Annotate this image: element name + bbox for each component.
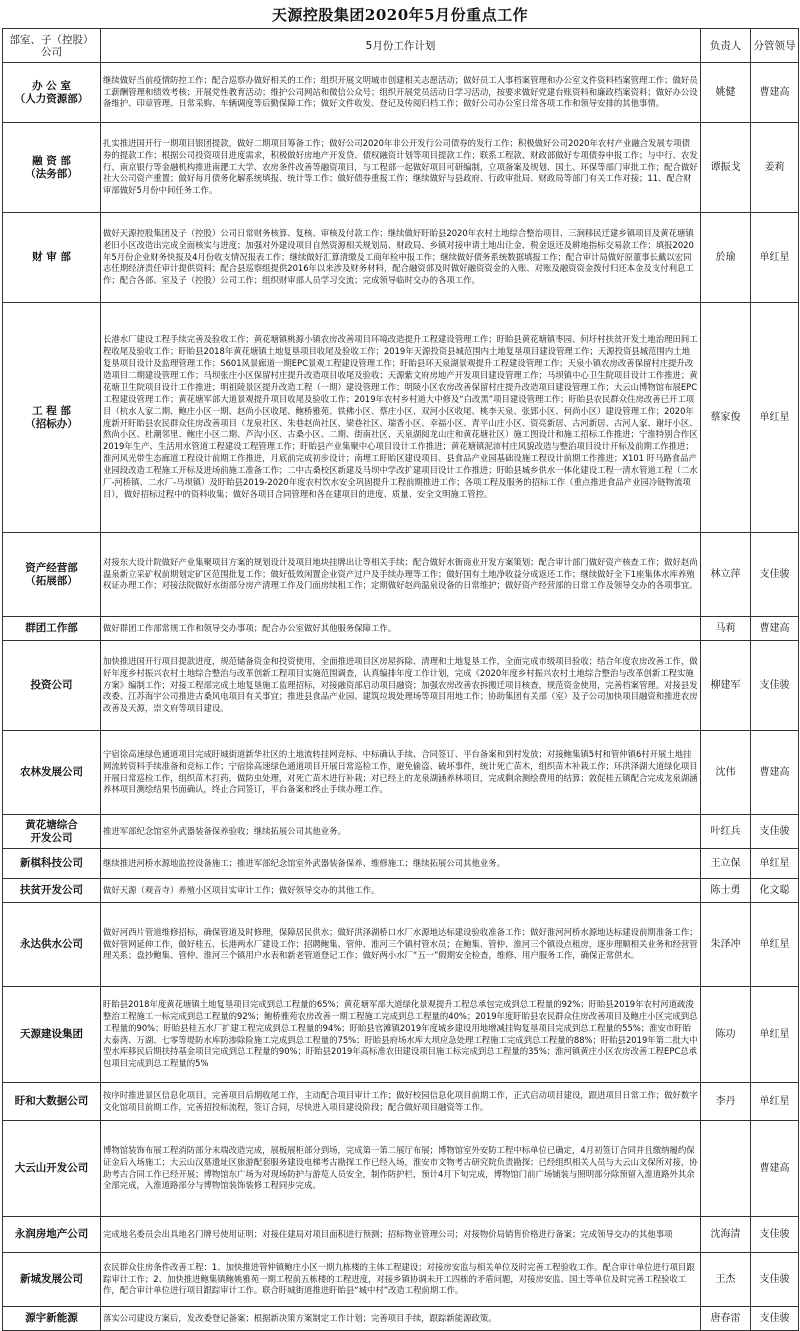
work-plan-table: [2, 28, 799, 1331]
dept-cell: [3, 849, 101, 879]
plan-cell: 宁宿徐高速绿色通道项目完成盱城街道新华社区的土地流转挂网竞标、中标确认手续、合同签订、平台备案和到村发放；对接鲍集镇5村和管仲镇6村开展土地挂网流转资料手续准备和竞标工作；宁宿徐高速绿色通道项目开展日常巡检工作，避免偷盗、破坏事件，统计死亡苗木，组织苗木补栽工作；环洪泽湖大道绿化项目开展日常巡检工作，组织苗木打药，做防虫处理，对死亡苗木进行补栽；对已经上的龙泉湖涵养林项目，完成剩余测绘费用的结算；敦促桂五镇配合完成龙泉湖涵养林项目测绘结果书面确认，终止合同签订，平台备案和终止手续办理工作。: [101, 731, 701, 815]
header-plan: 5月份工作计划: [101, 29, 701, 63]
dept-name: （人力资源部）: [14, 92, 89, 105]
table-row: [3, 1083, 799, 1121]
dept-cell: [3, 617, 101, 641]
leader-cell: 单红星: [751, 213, 799, 303]
dept-name: 天源建设集团: [20, 1028, 83, 1041]
plan-cell: 农民群众住房条件改善工程：1、加快推进管仲镇鲍庄小区一期九栋楼的主体工程建设；对接房安监与相关单位及时完善工程验收工作。配合审计单位进行项目跟踪审计工作；2、加快推进鲍集镇鲍姚雅苑一期工程前五栋楼的工程进度，对接乡镇协调未开工四栋的矛盾问题，对接房安监、国土等单位及时完善工程验收工作，配合审计单位进行项目跟踪审计工作。联合盱城街道推进盱眙县“城中村”改造工程前期工作。: [101, 1253, 701, 1307]
header-dept-line1: 部室、子（控股）: [9, 33, 94, 46]
table-row: [3, 641, 799, 731]
table-row: [3, 1121, 799, 1217]
dept-cell: [3, 1217, 101, 1253]
dept-cell: [3, 1307, 101, 1331]
dept-cell: [3, 533, 101, 617]
person-cell: 沈伟: [701, 731, 751, 815]
document-title: 天源控股集团2020年5月份重点工作: [271, 6, 529, 24]
leader-cell: 曹建高: [751, 63, 799, 123]
dept-name: 永达供水公司: [20, 938, 83, 951]
dept-cell: [3, 641, 101, 731]
dept-cell: [3, 123, 101, 213]
person-cell: 叶红兵: [701, 815, 751, 849]
dept-cell: [3, 1083, 101, 1121]
leader-cell: 曹建高: [751, 731, 799, 815]
dept-name: 盱和大数据公司: [14, 1095, 89, 1108]
dept-cell: [3, 815, 101, 849]
table-row: [3, 533, 799, 617]
plan-cell: 扎实推进国开行一期项目银团提款，做好二期项目筹备工作；做好公司2020年非公开发行公司债券的发行工作；积极做好公司2020年农村产业融合发展专项债券的提款工作；根据公司投资项目进度需求，积极做好房地产开发贷、债权融资计划等项目提款工作；联系工程款、财政部做好专项债券申报工作；与中行、农发行、南京银行等金融机构推进南淝工大学、农房条件改善等融资项目，与工程部一起做好项目可研编制，立项备案及规划、国土、环保等部门审批工作；配合做好社大公司资产重置；做好每月债务化解系统填报、统计等工作；做好债券重报工作；继续做好与县政府、行政审批局、财政局等部门有关工作对接；11、配合财审部做好5月份中间任务工作。: [101, 123, 701, 213]
plan-cell: 完成地名委员会出具地名门牌号使用证明；对接住建局对项目面积进行预测；招标物业管理公司；对接物价局销售价格进行备案；完成领导交办的其他事项: [101, 1217, 701, 1253]
dept-name: 开发公司: [30, 831, 73, 844]
table-row: [3, 213, 799, 303]
leader-cell: 姜莉: [751, 123, 799, 213]
leader-cell: 曹建高: [751, 617, 799, 641]
dept-name: 黄花塘综合: [25, 819, 78, 831]
dept-cell: [3, 213, 101, 303]
dept-name: 投资公司: [30, 679, 73, 692]
person-cell: 谭振戈: [701, 123, 751, 213]
person-cell: 李丹: [701, 1083, 751, 1121]
plan-cell: 做好天源控股集团及子（控股）公司日常财务核算、复核、审核及付款工作；继续做好盱眙县2020年农村土地综合整治项目、三涧移民迁建乡镇项目及黄花塘镇老旧小区改造出完成全面核实与进度；加强对外建设项目自然资源相关规划局、财政局、乡镇对接申请土地出让金、税金返还及耕地指标交易款工作；填报2020年5月份企业财务快报及4月份收支情况报表工作；继续做好汇算清缴及工商年检申报工作；继续做好债务系统数据填报工作；配合审计局做好原董事长戴以宏同志任期经济责任审计提供资料；配合县巡察组提供2016年以来涉及财务材料，配合融资部及时做好融资资金的入账、对账及融资资金拨付归还本金及支付利息工作；配合各部、室及子（控股）公司工作；组织财审部人员学习交流；完成领导临时交办的各项工作。: [101, 213, 701, 303]
person-cell: [701, 1121, 751, 1217]
leader-cell: 单红星: [751, 1083, 799, 1121]
table-row: [3, 123, 799, 213]
dept-name: 群团工作部: [25, 622, 78, 635]
table-row: [3, 731, 799, 815]
plan-cell: 做好河西片管道维修招标，确保管道及时修理，保障居民供水；做好洪泽湖桥口水厂水源地达标建设验收准备工作；做好淮河河桥水源地达标建设前期准备工作；做好管网延伸工作，做好桂五、长港两水厂建设工作；招聘鲍集、管仲、淮河三个镇村管水员；在鲍集、管仲、淮河三个镇设点租房，逐步理顺相关业务和经营管理关系；盘抄鲍集、管仲、淮河三个镇用户水表和新老管道登记工作；做好两小水厂“五一”假期安全检查，维修、用户服务工作，确保正常供水。: [101, 903, 701, 987]
dept-cell: [3, 731, 101, 815]
dept-name: 大云山开发公司: [14, 1162, 89, 1175]
table-row: [3, 63, 799, 123]
header-dept: [3, 29, 101, 63]
leader-cell: 化文聪: [751, 879, 799, 903]
person-cell: 於瑜: [701, 213, 751, 303]
plan-cell: 加快推进国开行项目提款进度，规范储备资金和投资使用，全面推进项目区房屋拆除、清理和土地复垦工作，全面完成市级项目验收；结合年度农房改善工作，做好年度乡村振兴农村土地综合整治与改革创新工程项目实施范围调查，认真编排年度工作计划，完成《2020年度乡村振兴农村土地综合整治与改革创新工程实施方案》编制工作；对接工程部完成土地复垦施工监理招标，对接融资部启动项目融资；加强农房改善农拆搬迁项目核查，规范资金使用，完善档案管理。对接县发改委、江苏海宇公司推进古桑风电项目有关事宜；推进县食品产业园、建筑垃圾处理场等项目用地工作；协助集团有关部（室）及子公司加快项目融资和推进农房改善及天源，崇文府等项目建设。: [101, 641, 701, 731]
plan-cell: 推进军部纪念馆室外武器装备保养验收；继续拓展公司其他业务。: [101, 815, 701, 849]
leader-cell: 曹建高: [751, 1121, 799, 1217]
person-cell: 陈士勇: [701, 879, 751, 903]
person-cell: 姚健: [701, 63, 751, 123]
plan-cell: 对接东大设计院做好产业集聚项目方案的规划设计及项目地块挂牌出让等相关手续；配合做好水衙商业开发方案策划；配合审计部门做好资产核查工作；做好赵尚温泉新立采矿权前期划定矿区范围批复工作；做好低效闲置企业资产过户及手续办理等工作；做好国有土地净收益分成返还工作；继续做好全下1座集体水库养殖权证办理工作；对接法院做好水街部分房产清理工作及门面房续租工作；定期做好赵尚温泉设备的日常维护；做好资产经营部的日常工作及领导交办的各项事宜。: [101, 533, 701, 617]
dept-name: 新棋科技公司: [20, 857, 83, 870]
table-row: [3, 1253, 799, 1307]
person-cell: 林立萍: [701, 533, 751, 617]
leader-cell: 单红星: [751, 987, 799, 1083]
dept-name: 工 程 部: [32, 405, 71, 417]
plan-cell: 继续做好当前疫情防控工作；配合巡察办做好相关的工作；组织开展文明城市创建相关志愿活动；做好员工人事档案管理和办公室文件资料档案管理工作；做好员工薪酬管理和绩效考核；开展党性教育活动；维护公司网站和微信公众号；组织开展党员活动日学习活动，按要求做好党建台账资料和廉政档案资料；做好办公设备维护、印章管理、日常采购、车辆调度等后勤保障工作；做好文件收发、登记及传阅归档工作；做好公司办公室日常各项工作和领导安排的其他事情。: [101, 63, 701, 123]
leader-cell: 单红星: [751, 849, 799, 879]
dept-cell: [3, 879, 101, 903]
dept-name: （拓展部）: [25, 574, 78, 587]
leader-cell: 支佳骏: [751, 641, 799, 731]
leader-cell: 支佳骏: [751, 1307, 799, 1331]
plan-cell: 长港水厂建设工程手续完善及验收工作；黄花塘镇桃源小镇农房改善项目环境改造提升工程建设管理工作；盱眙县黄花塘镇枣园、何圩村扶贫开发土地治理田间工程收尾及验收工作；盱眙县2018年黄花塘镇土地复垦项目收尾及验收工作；2019年天源投资县城范围内土地复垦项目建设管理工作；天源投资县城范围内土地复垦项目设计及监理管理工作；S601风景廊道一期EPC景观工程建设管理工作；盱眙县环天泉湖景观提升工程建设管理工作；天泉小镇农房改善保留村庄提升改造项目二期建设管理工作；马坝张庄小区保留村庄提升改造项目收尾及验收；天源紫文府房地产开发项目建设管理工作；马坝镇中心卫生院项目设计工作推进；黄花塘卫生院项目设计工作推进；明祖陵景区提升改造工程（一期）建设管理工作；明陵小区农房改善保留村庄提升改造项目建设管理工作；大云山博物馆布展EPC工程建设管理工作；黄花塘军部大道景观提升项目收尾及验收工作；2019年农村乡村道大中修及“白改黑”项目建设管理工作；盱眙县农民群众住房改善已开工项目（杭水人家二期、鲍庄小区一期、赵尚小区收尾、鲍桥雅苑、铁佛小区、蔡庄小区、双河小区收尾、桃李天泉、张郢小区、何尚小区）建设管理工作；2020年度新开盱眙县农民群众住房改善项目（龙泉社区、朱巷赵尚社区、梁巷社区、瑞香小区、幸福小区、青平山庄小区、资亮新居、古河新居、古河人家、谢圩小区、熬尚小区、杜潮邻里、鲍庄小区二期、芦沟小区、古桑小区、二期、街南社区、天泉湖阅龙山庄和黄花塘社区）施工图设计和施工招标工作推进；宁淮特别合作区2019年生产、生活用水管道工程建设工程管理工作；盱眙县产业集聚中心项目设计工作推进；黄花塘镇泥沛村庄风貌改造与整治项目设计开标及前期工作推进；淮河风光带生态廊道工程设计前期工作推进，月底前完成初步设计；南埋工盱眙区建设项目、县食品产业园基础设施工程设计前期工作推进；X101 盱马路食品产业园段改造工程施工开标及进场前施工准备工作；二中古桑校区新建及马坝中学改扩建项目设计工作推进；盱眙县城乡供水一体化建设工程一清水管道工程（二水厂-河桥镇、二水厂-马坝镇）及盱眙县2019-2020年度农村饮水安全巩固提升工程前期推进工作；各项工程及服务的招标工作（重点推进食品产业园冷链物流项目），做好招标过程中的资料收集；做好各项目合同管理和各在建项目的进度、质量、安全文明施工管控。: [101, 303, 701, 533]
table-row: [3, 617, 799, 641]
person-cell: 沈海清: [701, 1217, 751, 1253]
person-cell: 马莉: [701, 617, 751, 641]
dept-name: 新城发展公司: [20, 1273, 83, 1286]
plan-cell: 做好群团工作部常规工作和领导交办事项；配合办公室做好其他服务保障工作。: [101, 617, 701, 641]
dept-cell: [3, 1121, 101, 1217]
leader-cell: 单红星: [751, 903, 799, 987]
header-leader: 分管领导: [751, 29, 799, 63]
person-cell: 王杰: [701, 1253, 751, 1307]
dept-name: 扶贫开发公司: [20, 884, 83, 897]
dept-name: 农林发展公司: [20, 766, 83, 779]
header-person: 负责人: [701, 29, 751, 63]
dept-name: （法务部）: [25, 167, 78, 180]
plan-cell: 做好天源（观音寺）养殖小区项目实审计工作；做好领导交办的其他工作。: [101, 879, 701, 903]
table-row: [3, 815, 799, 849]
table-row: [3, 1307, 799, 1331]
table-row: [3, 303, 799, 533]
dept-cell: [3, 63, 101, 123]
dept-name: 永润房地产公司: [14, 1228, 89, 1241]
dept-name: 财 审 部: [32, 251, 71, 264]
dept-name: 融 资 部: [32, 155, 71, 167]
dept-cell: [3, 1253, 101, 1307]
table-header-row: [3, 29, 799, 63]
header-dept-line2: 公司: [41, 45, 62, 58]
table-row: [3, 849, 799, 879]
dept-cell: [3, 303, 101, 533]
plan-cell: 继续推进河桥水源地监控设备施工；推进军部纪念馆室外武器装备保养、维修施工；继续拓展公司其他业务。: [101, 849, 701, 879]
leader-cell: 单红星: [751, 303, 799, 533]
plan-cell: 按序时推进景区信息化项目，完善项目后期收尾工作，主动配合项目审计工作；做好校园信息化项目前期工作，正式启动项目建设，跟进项目日常工作；做好数字文化馆项目前期工作，完善招投标流程，签订合同，尽快进入项目建设阶段；配合做好项目融资等工作。: [101, 1083, 701, 1121]
table-row: [3, 987, 799, 1083]
person-cell: 陈功: [701, 987, 751, 1083]
leader-cell: 支佳骏: [751, 533, 799, 617]
leader-cell: 支佳骏: [751, 815, 799, 849]
dept-cell: [3, 903, 101, 987]
person-cell: 王立保: [701, 849, 751, 879]
person-cell: 朱泽冲: [701, 903, 751, 987]
table-row: [3, 1217, 799, 1253]
person-cell: 唐春雷: [701, 1307, 751, 1331]
table-row: [3, 903, 799, 987]
person-cell: 柳建军: [701, 641, 751, 731]
plan-cell: 盱眙县2018年度黄花塘镇土地复垦项目完成到总工程量的65%；黄花塘军部大道绿化景观提升工程总承包完成到总工程量的92%；盱眙县2019年农村河道疏浚整治工程施工一标完成到总工程量的92%；鲍桥雅苑农房改善一期工程施工完成到总工程量的40%；2019年度盱眙县农民群众住房改善项目及鲍庄小区完成到总工程量的90%；盱眙县桂五水厂扩建工程完成到总工程量的94%；盱眙县官滩镇2019年度城乡建设用地增减挂钩复垦项目完成到总工程量的55%；淮安市盱眙大泰湾、万湖、七零等堤防水库防渗除险施工完成到总工程量的75%；盱眙县府场水库大坝应急处理工程施工完成到总工程量的88%；盱眙县2019年第二批大中型水库移民后期扶持基金项目完成到总工程量的90%；盱眙县2019年高标准农田建设项目施工标完成到总工程量的35%；淮河镇黄庄小区农房改善工程EPC总承包项目完成到总工程量的5%: [101, 987, 701, 1083]
dept-name: 资产经营部: [25, 562, 78, 574]
plan-cell: 落实公司建设方案后，发改委登记备案；根据新决策方案制定工作计划；完善项目手续，跟踪新能源政策。: [101, 1307, 701, 1331]
person-cell: 蔡家俊: [701, 303, 751, 533]
plan-cell: 博物馆装饰布展工程消防部分末端改造完成，展板展柜部分到场，完成第一第二展厅布展；博物馆室外安防工程中标单位已确定，4月初签订合同并且缴纳履约保证金后入场施工；大云山汉墓遗址区旅游配套服务建设电梯考古勘探工作已经入场，淮安市文物考古研究院负责勘探；已经组织相关人员与大云山文保所对接，协助考古合同工作已经开展；博物馆东广场为对现场防护与游览人员安全，制作防护栏，预计4月下旬完成，博物馆门前广场铺装与照明部分除预留入淮道路外其余全部完成，入淮道路部分与博物馆装饰装修工程同步完成。: [101, 1121, 701, 1217]
dept-cell: [3, 987, 101, 1083]
table-row: [3, 879, 799, 903]
dept-name: 办 公 室: [32, 80, 71, 92]
leader-cell: 支佳骏: [751, 1217, 799, 1253]
dept-name: （招标办）: [25, 417, 78, 430]
leader-cell: 支佳骏: [751, 1253, 799, 1307]
dept-name: 源宇新能源: [25, 1312, 78, 1325]
